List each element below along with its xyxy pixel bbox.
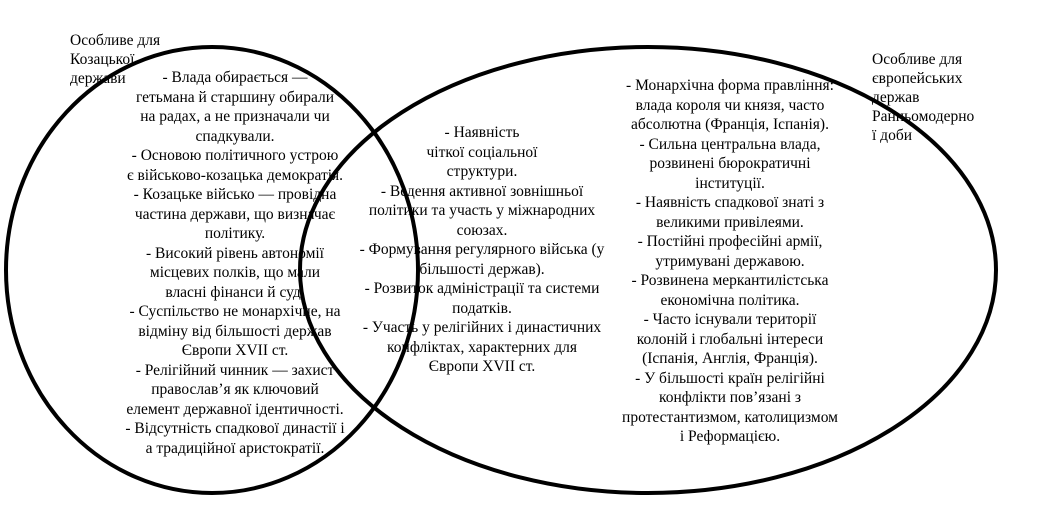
right-item: - Розвинена меркантилістська економічна політика. bbox=[631, 272, 829, 309]
right-only-list bbox=[540, 76, 920, 447]
shared-item: - Ведення активної зовнішньої політики та участь у міжнародних союзах. bbox=[368, 182, 596, 239]
shared-item: - Формування регулярного війська (у більшості держав). bbox=[359, 241, 605, 278]
right-item: - У більшості країн релігійні конфлікти пов’язані з протестантизмом, католицизмом і Реформацією. bbox=[622, 369, 838, 445]
right-item: - Постійні професійні армії, утримувані державою. bbox=[637, 233, 823, 270]
left-item: - Високий рівень автономії місцевих полків, що мали власні фінанси й суд. bbox=[145, 244, 324, 301]
right-item: - Сильна центральна влада, розвинені бюрократичні інституції. bbox=[639, 135, 821, 192]
right-item: - Часто існували території колоній і глобальні інтереси (Іспанія, Англія, Франція). bbox=[636, 311, 824, 367]
left-item: - Відсутність спадкової династії і а традиційної аристократії. bbox=[125, 420, 345, 457]
right-item: - Монархічна форма правління: влада короля чи князя, часто абсолютна (Франція, Іспанія). bbox=[626, 77, 834, 133]
left-item: - Релігійний чинник — захист православ’я як ключовий елемент державної ідентичності. bbox=[126, 361, 344, 418]
shared-item: - Розвиток адміністрації та системи податків. bbox=[364, 280, 600, 317]
shared-item: - Наявність чіткої соціальної структури. bbox=[426, 124, 538, 180]
left-heading: Особливе для Козацької держави bbox=[70, 32, 161, 87]
left-item: - Суспільство не монархічне, на відміну від більшості держав Європи XVII ст. bbox=[129, 303, 341, 359]
left-item: - Влада обирається — гетьмана й старшину обирали на радах, а не призначали чи спадкували. bbox=[135, 69, 335, 145]
shared-item: - Участь у релігійних і династичних конфліктах, характерних для Європи XVII ст. bbox=[362, 319, 602, 375]
left-item: - Козацьке військо — провідна частина держави, що визначає політику. bbox=[133, 186, 337, 242]
right-heading: Особливе для європейських держав Ранньомодерно ї доби bbox=[872, 51, 975, 144]
right-item: - Наявність спадкової знаті з великими привілеями. bbox=[635, 194, 825, 231]
left-item: - Основою політичного устрою є військово-козацька демократія. bbox=[126, 147, 344, 184]
